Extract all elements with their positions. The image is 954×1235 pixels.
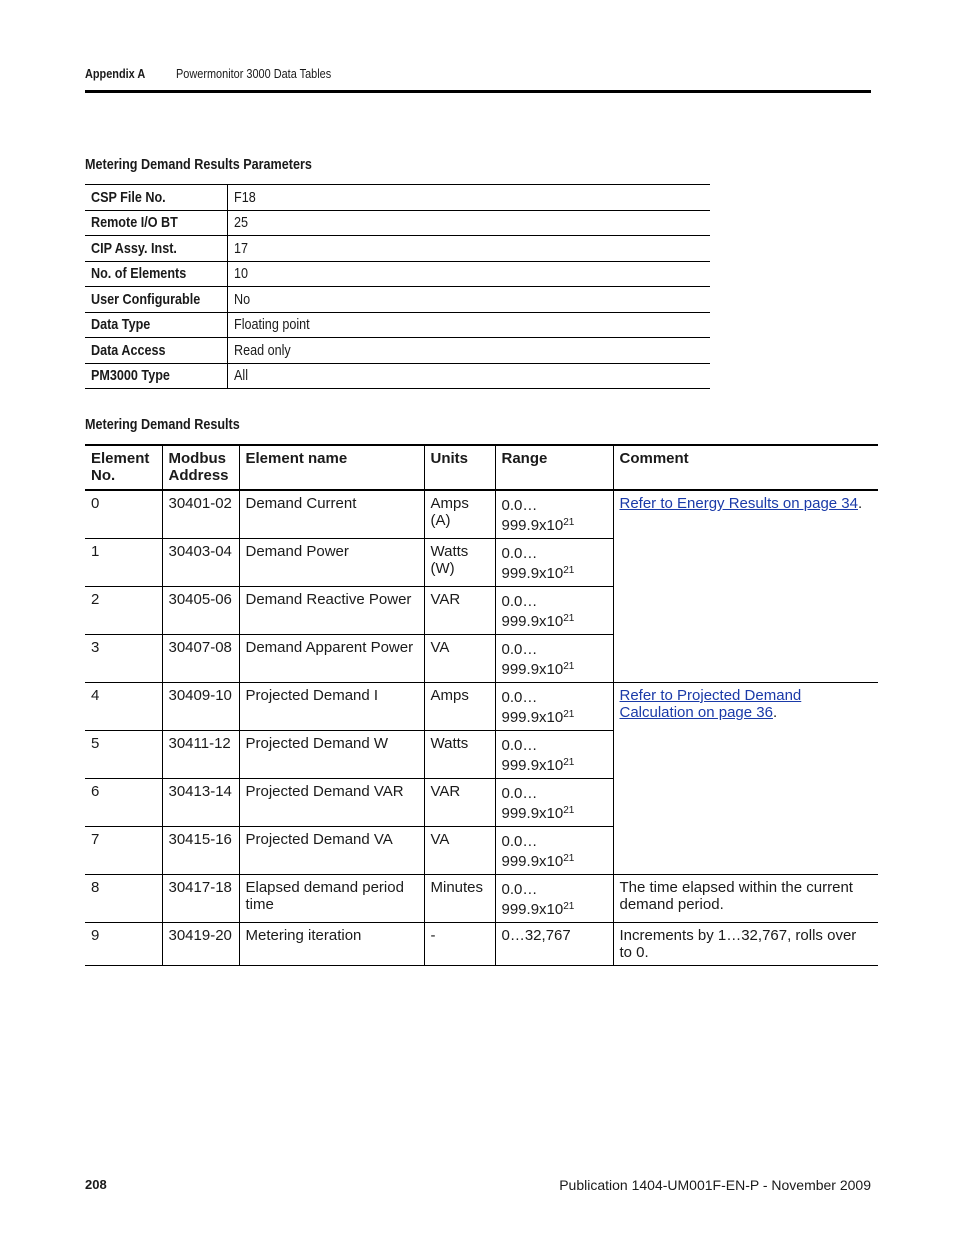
cell-modbus: 30413-14 [162, 779, 239, 827]
cell-modbus: 30403-04 [162, 539, 239, 587]
param-value: Read only [234, 341, 291, 359]
table-row [85, 683, 878, 731]
cell-element-no: 6 [85, 779, 162, 827]
cell-element-name: Projected Demand W [239, 731, 424, 779]
table-row [85, 490, 878, 539]
results-table-title: Metering Demand Results [85, 416, 240, 433]
table-row [85, 875, 878, 923]
cell-units: VA [424, 827, 495, 875]
param-key: CSP File No. [91, 188, 166, 206]
appendix-title: Powermonitor 3000 Data Tables [176, 66, 332, 81]
cell-units: Watts (W) [424, 539, 495, 587]
cell-modbus: 30411-12 [162, 731, 239, 779]
cell-modbus: 30417-18 [162, 875, 239, 923]
cell-element-name: Metering iteration [239, 923, 424, 966]
table-row [85, 338, 710, 364]
cell-element-name: Elapsed demand period time [239, 875, 424, 923]
cell-units: VAR [424, 587, 495, 635]
param-key: Remote I/O BT [91, 214, 178, 232]
cell-comment: Increments by 1…32,767, rolls over to 0. [613, 923, 878, 966]
cell-range: $0.0\dots 999.9x10^{21}$ [495, 635, 613, 683]
cell-comment: The time elapsed within the current demand period. [613, 875, 878, 923]
cell-units: Minutes [424, 875, 495, 923]
cell-modbus: 30409-10 [162, 683, 239, 731]
table-row [85, 312, 710, 338]
cell-units: Watts [424, 731, 495, 779]
cell-element-no: 1 [85, 539, 162, 587]
param-key: CIP Assy. Inst. [91, 239, 177, 257]
param-value: 25 [234, 214, 249, 232]
cell-range: $0.0\dots 999.9x10^{21}$ [495, 587, 613, 635]
cell-comment: Refer to Energy Results on page 34. [613, 490, 878, 683]
page-header [85, 66, 871, 93]
param-value: All [234, 367, 249, 385]
cell-range: $0.0\dots 999.9x10^{21}$ [495, 827, 613, 875]
header-comment: Comment [613, 445, 878, 490]
cell-range: $0.0\dots 999.9x10^{21}$ [495, 683, 613, 731]
header-element-no: Element No. [85, 445, 162, 490]
param-key: Data Type [91, 316, 151, 334]
publication-info: Publication 1404-UM001F-EN-P - November 2009 [559, 1177, 871, 1193]
energy-results-link[interactable]: Refer to Energy Results on page 34 [619, 495, 858, 512]
table-row [85, 287, 710, 313]
cell-element-no: 5 [85, 731, 162, 779]
cell-range: $0.0\dots 999.9x10^{21}$ [495, 875, 613, 923]
cell-element-name: Projected Demand I [239, 683, 424, 731]
results-table [85, 444, 878, 966]
cell-element-no: 3 [85, 635, 162, 683]
header-units: Units [424, 445, 495, 490]
cell-range: $0.0\dots 999.9x10^{21}$ [495, 731, 613, 779]
cell-modbus: 30415-16 [162, 827, 239, 875]
cell-units: VAR [424, 779, 495, 827]
table-row [85, 236, 710, 262]
cell-element-name: Projected Demand VAR [239, 779, 424, 827]
param-value: F18 [234, 188, 256, 206]
cell-units: VA [424, 635, 495, 683]
cell-range: $0.0\dots 999.9x10^{21}$ [495, 539, 613, 587]
cell-comment: Refer to Projected Demand Calculation on page 36. [613, 683, 878, 875]
table-row [85, 185, 710, 211]
param-value: No [234, 290, 251, 308]
table-row [85, 261, 710, 287]
param-key: No. of Elements [91, 265, 187, 283]
cell-element-no: 4 [85, 683, 162, 731]
header-range: Range [495, 445, 613, 490]
cell-element-no: 0 [85, 490, 162, 539]
cell-element-no: 8 [85, 875, 162, 923]
cell-element-name: Demand Current [239, 490, 424, 539]
cell-element-name: Demand Apparent Power [239, 635, 424, 683]
param-value: Floating point [234, 316, 310, 334]
param-value: 17 [234, 239, 249, 257]
cell-element-no: 9 [85, 923, 162, 966]
cell-modbus: 30401-02 [162, 490, 239, 539]
cell-element-name: Demand Power [239, 539, 424, 587]
header-element-name: Element name [239, 445, 424, 490]
page-number: 208 [85, 1177, 107, 1192]
param-key: User Configurable [91, 290, 201, 308]
cell-element-no: 2 [85, 587, 162, 635]
param-value: 10 [234, 265, 249, 283]
cell-modbus: 30405-06 [162, 587, 239, 635]
cell-range: $0.0\dots 999.9x10^{21}$ [495, 779, 613, 827]
params-table-title: Metering Demand Results Parameters [85, 156, 312, 173]
cell-range: $0.0\dots 999.9x10^{21}$ [495, 490, 613, 539]
table-row [85, 363, 710, 389]
table-row [85, 210, 710, 236]
projected-demand-link[interactable]: Refer to Projected Demand Calculation on page 36 [619, 687, 802, 721]
param-key: Data Access [91, 341, 166, 359]
param-key: PM3000 Type [91, 367, 170, 385]
cell-units: Amps [424, 683, 495, 731]
cell-units: Amps (A) [424, 490, 495, 539]
cell-element-name: Demand Reactive Power [239, 587, 424, 635]
cell-element-no: 7 [85, 827, 162, 875]
cell-units: - [424, 923, 495, 966]
table-row [85, 923, 878, 966]
cell-element-name: Projected Demand VA [239, 827, 424, 875]
cell-modbus: 30407-08 [162, 635, 239, 683]
parameters-table [85, 184, 710, 389]
cell-modbus: 30419-20 [162, 923, 239, 966]
table-header-row [85, 445, 878, 490]
cell-range: 0…32,767 [495, 923, 613, 966]
appendix-label: Appendix A [85, 66, 146, 81]
header-modbus-address: Modbus Address [162, 445, 239, 490]
